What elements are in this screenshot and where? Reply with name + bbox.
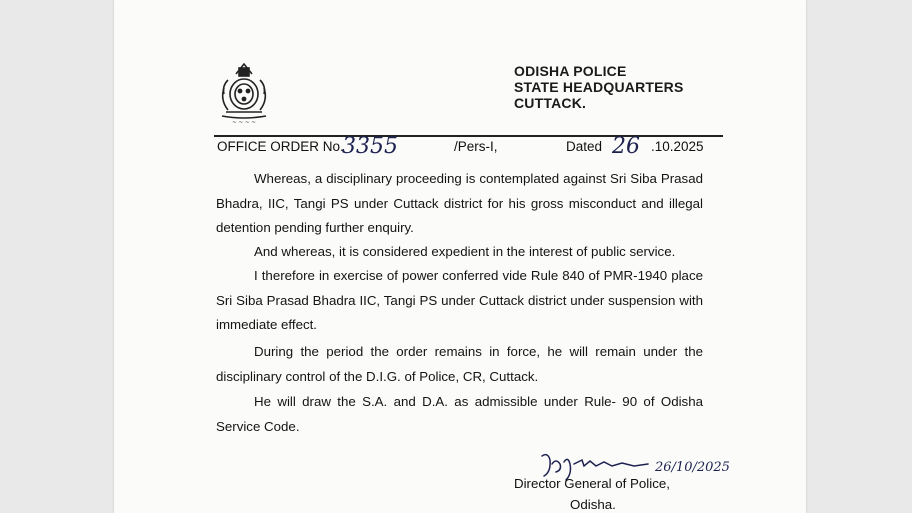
document-page <box>114 0 806 513</box>
signatory-state: Odisha. <box>570 497 616 512</box>
dated-label: Dated <box>566 139 603 154</box>
header-divider <box>214 135 723 137</box>
svg-text:~ ~ ~ ~: ~ ~ ~ ~ <box>232 120 256 126</box>
signature-date: 26/10/2025 <box>655 460 730 475</box>
office-order-label: OFFICE ORDER No. <box>217 139 344 154</box>
order-suffix: /Pers-I, <box>454 139 498 154</box>
odisha-police-emblem-icon <box>214 60 274 126</box>
order-day: 26 <box>612 134 640 159</box>
headquarters-address <box>514 63 684 111</box>
org-line-2: STATE HEADQUARTERS <box>514 79 684 95</box>
signatory-title: Director General of Police, <box>514 476 670 491</box>
paragraph-4: During the period the order remains in force, he will remain under the disciplinary control of the D.I.G. of Police, CR, Cuttack. <box>216 344 703 384</box>
order-number: 3355 <box>342 134 398 159</box>
paragraph-5: He will draw the S.A. and D.A. as admissible under Rule- 90 of Odisha Service Code. <box>216 394 703 434</box>
paragraph-2: And whereas, it is considered expedient in the interest of public service. <box>254 244 676 259</box>
paragraph-1: Whereas, a disciplinary proceeding is contemplated against Sri Siba Prasad Bhadra, IIC, Tangi PS under Cuttack district for his gross misconduct and illegal detention pending further enquiry. <box>216 171 703 235</box>
paragraph-3: I therefore in exercise of power conferred vide Rule 840 of PMR-1940 place Sri Siba Prasad Bhadra IIC, Tangi PS under Cuttack district under suspension with immediate effect. <box>216 268 703 332</box>
order-month-year: .10.2025 <box>651 139 704 154</box>
org-line-3: CUTTACK. <box>514 95 587 111</box>
org-line-1: ODISHA POLICE <box>514 63 627 79</box>
